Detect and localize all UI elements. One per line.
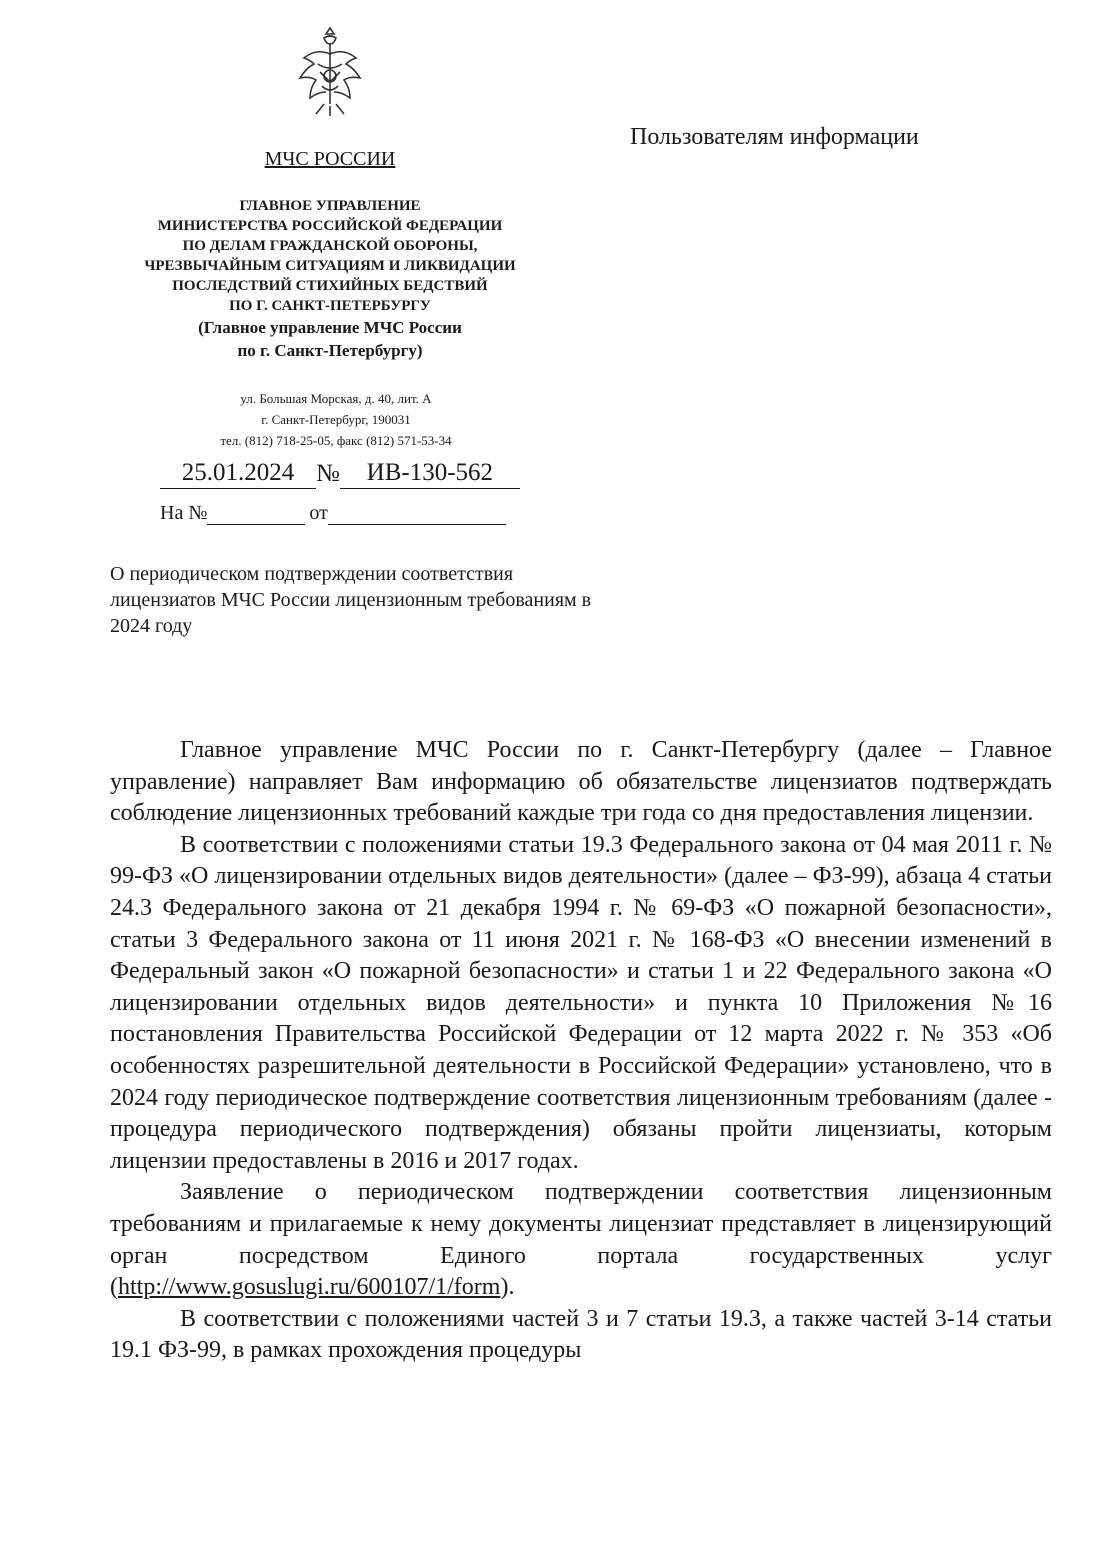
org-line: ПО Г. САНКТ-ПЕТЕРБУРГУ <box>229 298 431 314</box>
org-short-line: (Главное управление МЧС России <box>198 318 462 337</box>
registration-line <box>160 458 520 492</box>
paragraph: В соответствии с положениями частей 3 и 7 статьи 19.3, а также частей 3-14 статьи 19.1 ФЗ-99, в рамках прохождения процедуры <box>110 1305 1052 1364</box>
paragraph <box>110 1177 1052 1303</box>
org-short-line: по г. Санкт-Петербургу) <box>237 341 423 360</box>
org-line: ПО ДЕЛАМ ГРАЖДАНСКОЙ ОБОРОНЫ, <box>182 238 478 254</box>
ref-prefix: На № <box>160 502 208 524</box>
org-line: МИНИСТЕРСТВА РОССИЙСКОЙ ФЕДЕРАЦИИ <box>157 218 503 234</box>
address-line: г. Санкт-Петербург, 190031 <box>261 412 411 427</box>
ref-date-blank <box>328 500 506 525</box>
subject: О периодическом подтверждении соответствия лицензиатов МЧС России лицензионным требованиям в 2024 году <box>110 563 592 637</box>
emchs-emblem-icon <box>292 24 368 120</box>
paragraph: В соответствии с положениями статьи 19.3 Федерального закона от 04 мая 2011 г. № 99-ФЗ «О лицензировании отдельных видов деятельности» (далее – ФЗ-99), абзаца 4 статьи 24.3 Федерального закона от 21 декабря 1994 г. № 69-ФЗ «О пожарной безопасности», статьи 3 Федерального закона от 11 июня 2021 г. № 168-ФЗ «О внесении изменений в Федеральный закон «О пожарной безопасности» и статьи 1 и 22 Федерального закона «О лицензировании отдельных видов деятельности» и пункта 10 Приложения №16 постановления Правительства Российской Федерации от 12 марта 2022 г. № 353 «Об особенностях разрешительной деятельности в Российской Федерации» установлено, что в 2024 году периодическое подтверждение соответствия лицензионным требованиям (далее - процедура периодического подтверждения) обязаны пройти лицензиаты, которым лицензии предоставлены в 2016 и 2017 годах. <box>110 831 1052 1174</box>
gosuslugi-link[interactable]: http://www.gosuslugi.ru/600107/1/form <box>118 1274 501 1301</box>
ministry-short-name: МЧС РОССИИ <box>264 148 396 170</box>
paragraph-text: Заявление о периодическом подтверждении соответствия лицензионным требованиям и прилагаемые к нему документы лицензиат представляет в лицензирующий орган посредством Единого портала государственных услуг ( <box>110 1179 1052 1301</box>
letter-body <box>110 735 1052 1367</box>
contact-line: тел. (812) 718-25-05, факс (812) 571-53-34 <box>220 433 452 448</box>
paragraph: Главное управление МЧС России по г. Санкт-Петербургу (далее – Главное управление) направляет Вам информацию об обязательстве лицензиатов подтверждать соблюдение лицензионных требований каждые три года со дня предоставления лицензии. <box>110 737 1052 827</box>
number-sign: № <box>316 460 340 487</box>
recipient: Пользователям информации <box>630 124 919 150</box>
org-line: ЧРЕЗВЫЧАЙНЫМ СИТУАЦИЯМ И ЛИКВИДАЦИИ <box>144 258 516 274</box>
paragraph-text-end: ). <box>500 1274 515 1301</box>
address-block <box>150 388 522 451</box>
org-line: ПОСЛЕДСТВИЙ СТИХИЙНЫХ БЕДСТВИЙ <box>172 278 488 294</box>
document-date: 25.01.2024 <box>160 458 316 489</box>
organization-block <box>100 196 560 362</box>
document-number: ИВ-130-562 <box>340 458 520 489</box>
org-line: ГЛАВНОЕ УПРАВЛЕНИЕ <box>239 198 421 214</box>
address-line: ул. Большая Морская, д. 40, лит. А <box>240 391 432 406</box>
reference-line <box>160 500 506 525</box>
ref-number-blank <box>207 500 305 525</box>
ref-from: от <box>309 502 328 524</box>
